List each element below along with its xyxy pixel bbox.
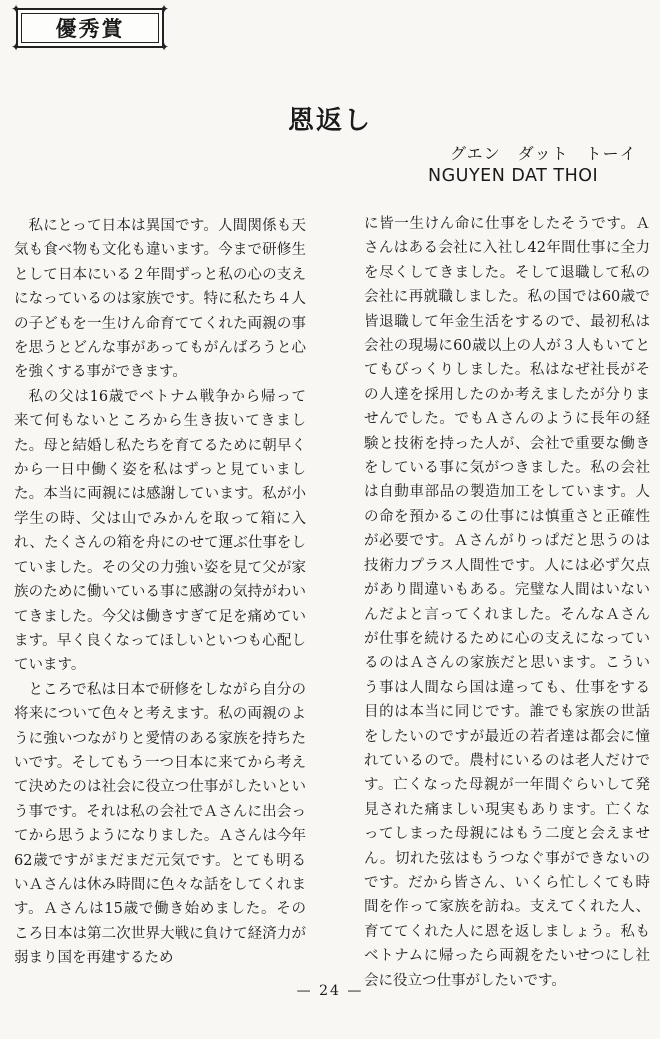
ornament-corner-icon: ✦ <box>11 2 22 16</box>
paragraph: 私の父は16歳でベトナム戦争から帰って来て何もないところから生き抜いてきました。母と結婚し私たちを育てるために朝早くから一日中働く姿を私はずっと見ていました。本当に両親には感謝しています。私が小学生の時、父は山でみかんを取って箱に入れ、たくさんの箱を舟にのせて運ぶ仕事をしていました。その父の力強い姿を見て父が家族のために働いている事に感謝の気持がわいてきました。今父は働きすぎて足を痛めています。早く良くなってほしいといつも心配しています。 <box>14 388 306 674</box>
article-title: 恩返し <box>287 106 372 136</box>
author-name-kana: グエン ダット トーイ <box>450 144 637 163</box>
left-column <box>14 214 306 971</box>
author-name-roman: NGUYEN DAT THOI <box>428 166 599 186</box>
right-column <box>364 212 650 993</box>
award-badge <box>11 2 169 54</box>
page-number: — 24 — <box>296 983 364 999</box>
ornament-corner-icon: ✦ <box>158 2 169 16</box>
paragraph: 私にとって日本は異国です。人間関係も天気も食べ物も文化も違います。今まで研修生として日本にいる２年間ずっと私の心の支えになっているのは家族です。特に私たち４人の子どもを一生けん命育ててくれた両親の事を思うとどんな事があってもがんばろうと心を強くする事ができます。 <box>14 218 306 381</box>
ornament-corner-icon: ✦ <box>11 40 22 54</box>
ornament-corner-icon: ✦ <box>158 40 169 54</box>
paragraph: に皆一生けん命に仕事をしたそうです。Ａさんはある会社に入社し42年間仕事に全力を尽くしてきました。そして退職して私の会社に再就職しました。私の国では60歳で皆退職して年金生活をするので、最初私は会社の現場に60歳以上の人が３人もいてとてもびっくりしました。私はなぜ社長がその人達を採用したのか考えましたが分りませんでした。でもＡさんのように長年の経験と技術を持った人が、会社で重要な働きをしている事に気がつきました。私の会社は自動車部品の製造加工をしています。人の命を預かるこの仕事には慎重さと正確性が必要です。Ａさんがりっぱだと思うのは技術力プラス人間性です。人には必ず欠点があり間違いもある。完璧な人間はいないんだよと言ってくれました。そんなＡさんが仕事を続けるために心の支えになっているのはＡさんの家族だと思います。こういう事は人間なら国は違っても、仕事をする目的は本当に同じです。誰でも家族の世話をしたいのですが最近の若者達は都会に憧れているので。農村にいるのは老人だけです。亡くなった母親が一年間ぐらいして発見された痛ましい現実もあります。亡くなってしまった母親にはもう二度と会えません。切れた弦はもうつなぐ事ができないのです。だから皆さん、いくら忙しくても時間を作って家族を訪ね。支えてくれた人、育ててくれた人に恩を返しましょう。私もベトナムに帰ったら両親をたいせつにし社会に役立つ仕事がしたいです。 <box>364 216 650 989</box>
award-label: 優秀賞 <box>55 17 125 41</box>
paragraph: ところで私は日本で研修をしながら自分の将来について色々と考えます。私の両親のように強いつながりと愛情のある家族を持ちたいです。そしてもう一つ日本に来てから考えて決めたのは社会に役立つ仕事がしたいという事です。それは私の会社でＡさんに出会ってから思うようになりました。Ａさんは今年62歳ですがまだまだ元気です。とても明るいＡさんは休み時間に色々な話をしてくれます。Ａさんは15歳で働き始めました。そのころ日本は第二次世界大戦に負けて経済力が弱まり国を再建するため <box>14 681 306 967</box>
